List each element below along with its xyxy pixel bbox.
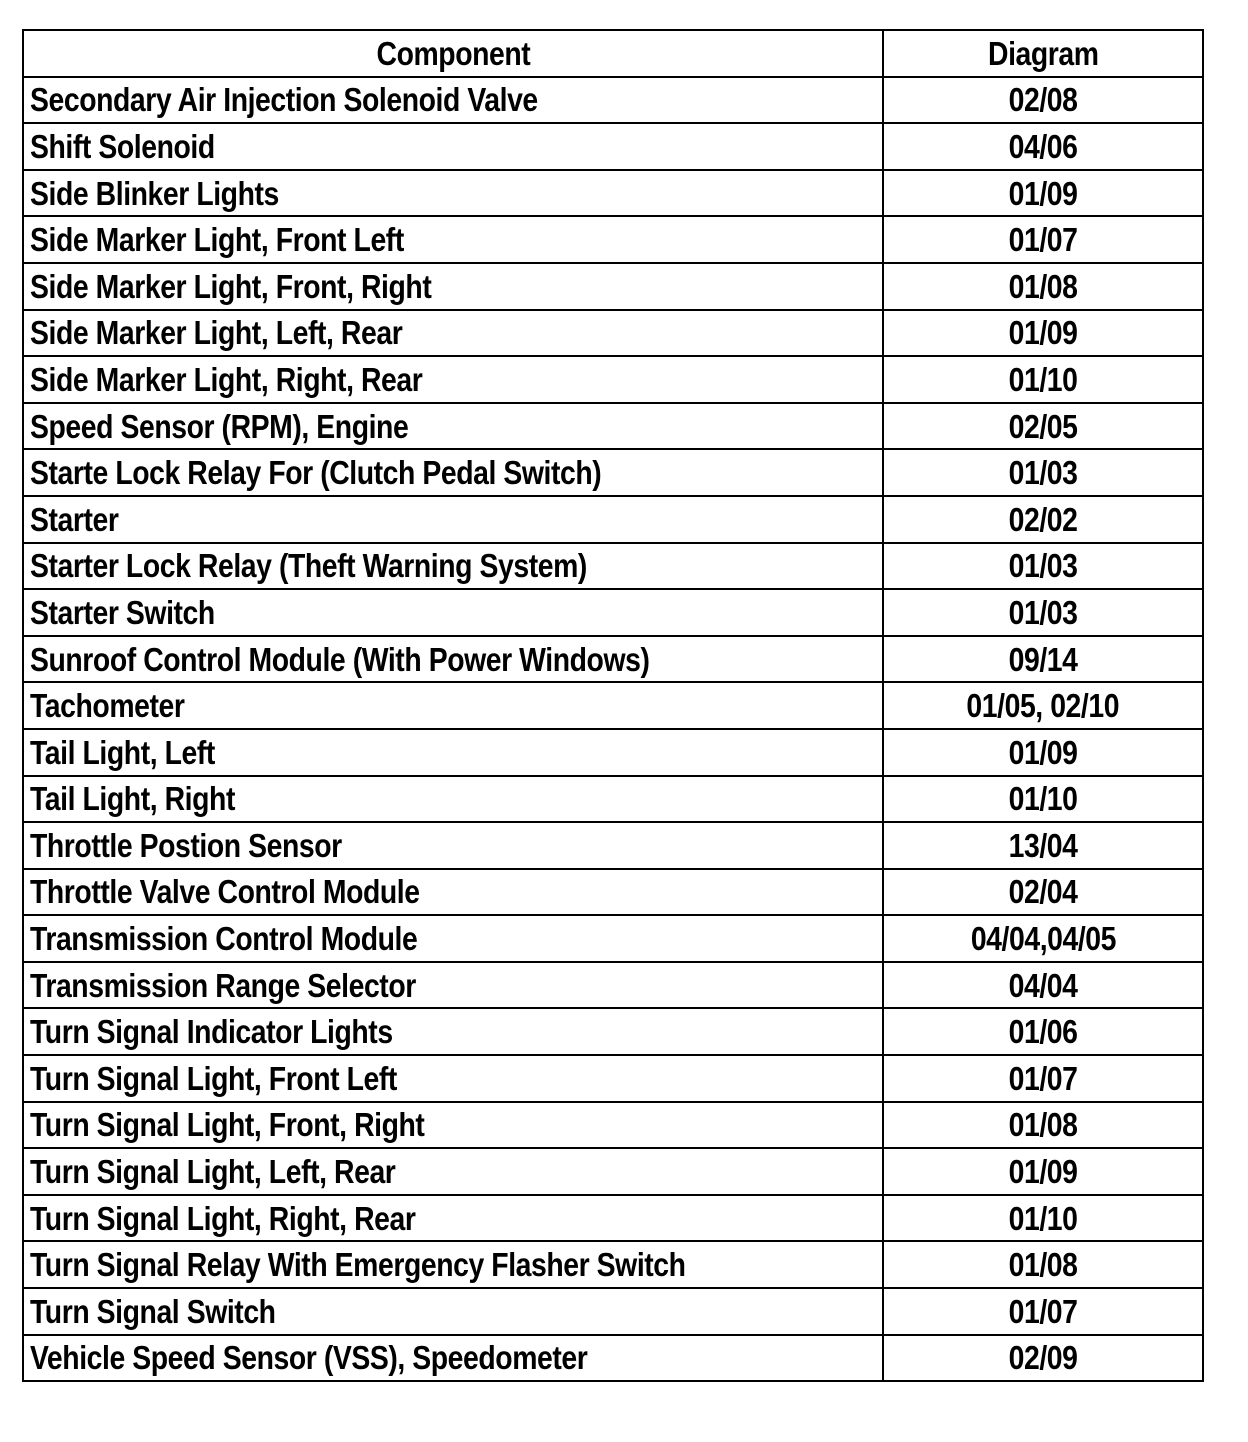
component-cell — [23, 962, 883, 1009]
table-row — [23, 1008, 1203, 1055]
diagram-reference: 09/14 — [1008, 640, 1078, 678]
diagram-cell — [883, 1335, 1203, 1382]
diagram-cell — [883, 123, 1203, 170]
diagram-cell — [883, 869, 1203, 916]
diagram-reference: 13/04 — [1008, 826, 1078, 864]
table-row — [23, 403, 1203, 450]
component-cell — [23, 77, 883, 124]
component-name: Turn Signal Light, Left, Rear — [30, 1153, 396, 1191]
component-cell — [23, 263, 883, 310]
diagram-reference: 01/09 — [1008, 174, 1078, 212]
component-cell — [23, 589, 883, 636]
component-cell — [23, 636, 883, 683]
diagram-cell — [883, 403, 1203, 450]
diagram-reference: 02/09 — [1008, 1339, 1078, 1377]
table-row — [23, 310, 1203, 357]
component-cell — [23, 915, 883, 962]
component-cell — [23, 356, 883, 403]
component-cell — [23, 1055, 883, 1102]
component-cell — [23, 543, 883, 590]
component-cell — [23, 449, 883, 496]
component-name: Turn Signal Light, Right, Rear — [30, 1199, 416, 1237]
component-name: Turn Signal Indicator Lights — [30, 1013, 393, 1051]
component-name: Turn Signal Switch — [30, 1292, 276, 1330]
diagram-reference: 01/10 — [1008, 360, 1078, 398]
component-name: Speed Sensor (RPM), Engine — [30, 407, 409, 445]
component-cell — [23, 123, 883, 170]
component-cell — [23, 1148, 883, 1195]
diagram-cell — [883, 589, 1203, 636]
table-row — [23, 915, 1203, 962]
component-name: Turn Signal Light, Front Left — [30, 1059, 397, 1097]
column-header-diagram: Diagram — [883, 30, 1203, 77]
diagram-reference: 04/06 — [1008, 127, 1078, 165]
diagram-reference: 02/05 — [1008, 407, 1078, 445]
diagram-reference: 02/08 — [1008, 81, 1078, 119]
diagram-cell — [883, 356, 1203, 403]
diagram-reference: 01/05, 02/10 — [966, 687, 1120, 725]
diagram-cell — [883, 1008, 1203, 1055]
diagram-cell — [883, 310, 1203, 357]
component-cell — [23, 216, 883, 263]
table-row — [23, 1195, 1203, 1242]
component-cell — [23, 1335, 883, 1382]
component-name: Turn Signal Relay With Emergency Flasher Switch — [30, 1246, 686, 1284]
component-name: Secondary Air Injection Solenoid Valve — [30, 81, 538, 119]
component-cell — [23, 496, 883, 543]
component-name: Shift Solenoid — [30, 127, 215, 165]
table-row — [23, 589, 1203, 636]
diagram-reference: 01/03 — [1008, 547, 1078, 585]
table-row — [23, 1335, 1203, 1382]
table-row — [23, 1241, 1203, 1288]
component-name: Throttle Postion Sensor — [30, 826, 342, 864]
component-cell — [23, 869, 883, 916]
diagram-reference: 01/03 — [1008, 454, 1078, 492]
table-row — [23, 729, 1203, 776]
table-row — [23, 123, 1203, 170]
diagram-reference: 01/09 — [1008, 733, 1078, 771]
component-name: Starter Switch — [30, 593, 215, 631]
diagram-reference: 02/04 — [1008, 873, 1078, 911]
diagram-reference: 04/04,04/05 — [970, 920, 1116, 958]
diagram-cell — [883, 263, 1203, 310]
component-name: Transmission Range Selector — [30, 966, 416, 1004]
diagram-cell — [883, 77, 1203, 124]
component-cell — [23, 1008, 883, 1055]
diagram-reference: 01/07 — [1008, 1292, 1078, 1330]
component-name: Tail Light, Right — [30, 780, 235, 818]
diagram-cell — [883, 496, 1203, 543]
component-cell — [23, 822, 883, 869]
table-row — [23, 776, 1203, 823]
diagram-cell — [883, 822, 1203, 869]
diagram-reference: 01/08 — [1008, 1246, 1078, 1284]
component-name: Starte Lock Relay For (Clutch Pedal Switch) — [30, 454, 602, 492]
component-name: Side Marker Light, Front, Right — [30, 267, 432, 305]
component-name: Vehicle Speed Sensor (VSS), Speedometer — [30, 1339, 588, 1377]
diagram-reference: 01/03 — [1008, 593, 1078, 631]
diagram-cell — [883, 962, 1203, 1009]
diagram-cell — [883, 1241, 1203, 1288]
component-cell — [23, 776, 883, 823]
table-row — [23, 822, 1203, 869]
table-row — [23, 449, 1203, 496]
diagram-cell — [883, 449, 1203, 496]
component-name: Side Marker Light, Right, Rear — [30, 360, 423, 398]
diagram-reference: 01/09 — [1008, 314, 1078, 352]
diagram-reference: 01/07 — [1008, 221, 1078, 259]
diagram-reference: 01/07 — [1008, 1059, 1078, 1097]
diagram-reference: 04/04 — [1008, 966, 1078, 1004]
diagram-cell — [883, 216, 1203, 263]
component-cell — [23, 1102, 883, 1149]
component-cell — [23, 170, 883, 217]
component-cell — [23, 1288, 883, 1335]
table-row — [23, 77, 1203, 124]
diagram-cell — [883, 776, 1203, 823]
table-row — [23, 263, 1203, 310]
component-diagram-table-container — [22, 29, 1202, 1382]
diagram-reference: 01/09 — [1008, 1153, 1078, 1191]
component-cell — [23, 729, 883, 776]
table-row — [23, 962, 1203, 1009]
diagram-cell — [883, 1195, 1203, 1242]
component-cell — [23, 403, 883, 450]
table-row — [23, 1288, 1203, 1335]
component-name: Tail Light, Left — [30, 733, 215, 771]
component-name: Sunroof Control Module (With Power Windows) — [30, 640, 650, 678]
table-body — [23, 77, 1203, 1382]
diagram-cell — [883, 729, 1203, 776]
diagram-reference: 01/10 — [1008, 780, 1078, 818]
component-cell — [23, 682, 883, 729]
component-diagram-table — [22, 29, 1204, 1382]
component-name: Starter — [30, 500, 119, 538]
table-row — [23, 1055, 1203, 1102]
diagram-cell — [883, 1102, 1203, 1149]
column-header-component: Component — [23, 30, 883, 77]
component-name: Transmission Control Module — [30, 920, 418, 958]
table-row — [23, 636, 1203, 683]
diagram-cell — [883, 1288, 1203, 1335]
component-cell — [23, 1241, 883, 1288]
table-row — [23, 356, 1203, 403]
table-row — [23, 1102, 1203, 1149]
component-name: Side Marker Light, Left, Rear — [30, 314, 403, 352]
diagram-reference: 02/02 — [1008, 500, 1078, 538]
table-row — [23, 543, 1203, 590]
table-header-row — [23, 30, 1203, 77]
diagram-reference: 01/10 — [1008, 1199, 1078, 1237]
component-name: Starter Lock Relay (Theft Warning System) — [30, 547, 587, 585]
table-row — [23, 216, 1203, 263]
table-row — [23, 1148, 1203, 1195]
component-name: Side Blinker Lights — [30, 174, 279, 212]
component-name: Turn Signal Light, Front, Right — [30, 1106, 425, 1144]
diagram-reference: 01/08 — [1008, 267, 1078, 305]
diagram-cell — [883, 543, 1203, 590]
component-cell — [23, 310, 883, 357]
diagram-cell — [883, 915, 1203, 962]
diagram-cell — [883, 170, 1203, 217]
component-cell — [23, 1195, 883, 1242]
table-row — [23, 170, 1203, 217]
diagram-cell — [883, 1055, 1203, 1102]
diagram-cell — [883, 636, 1203, 683]
diagram-cell — [883, 682, 1203, 729]
component-name: Tachometer — [30, 687, 185, 725]
diagram-cell — [883, 1148, 1203, 1195]
table-row — [23, 682, 1203, 729]
diagram-reference: 01/06 — [1008, 1013, 1078, 1051]
component-name: Side Marker Light, Front Left — [30, 221, 404, 259]
component-name: Throttle Valve Control Module — [30, 873, 420, 911]
table-row — [23, 496, 1203, 543]
diagram-reference: 01/08 — [1008, 1106, 1078, 1144]
table-row — [23, 869, 1203, 916]
